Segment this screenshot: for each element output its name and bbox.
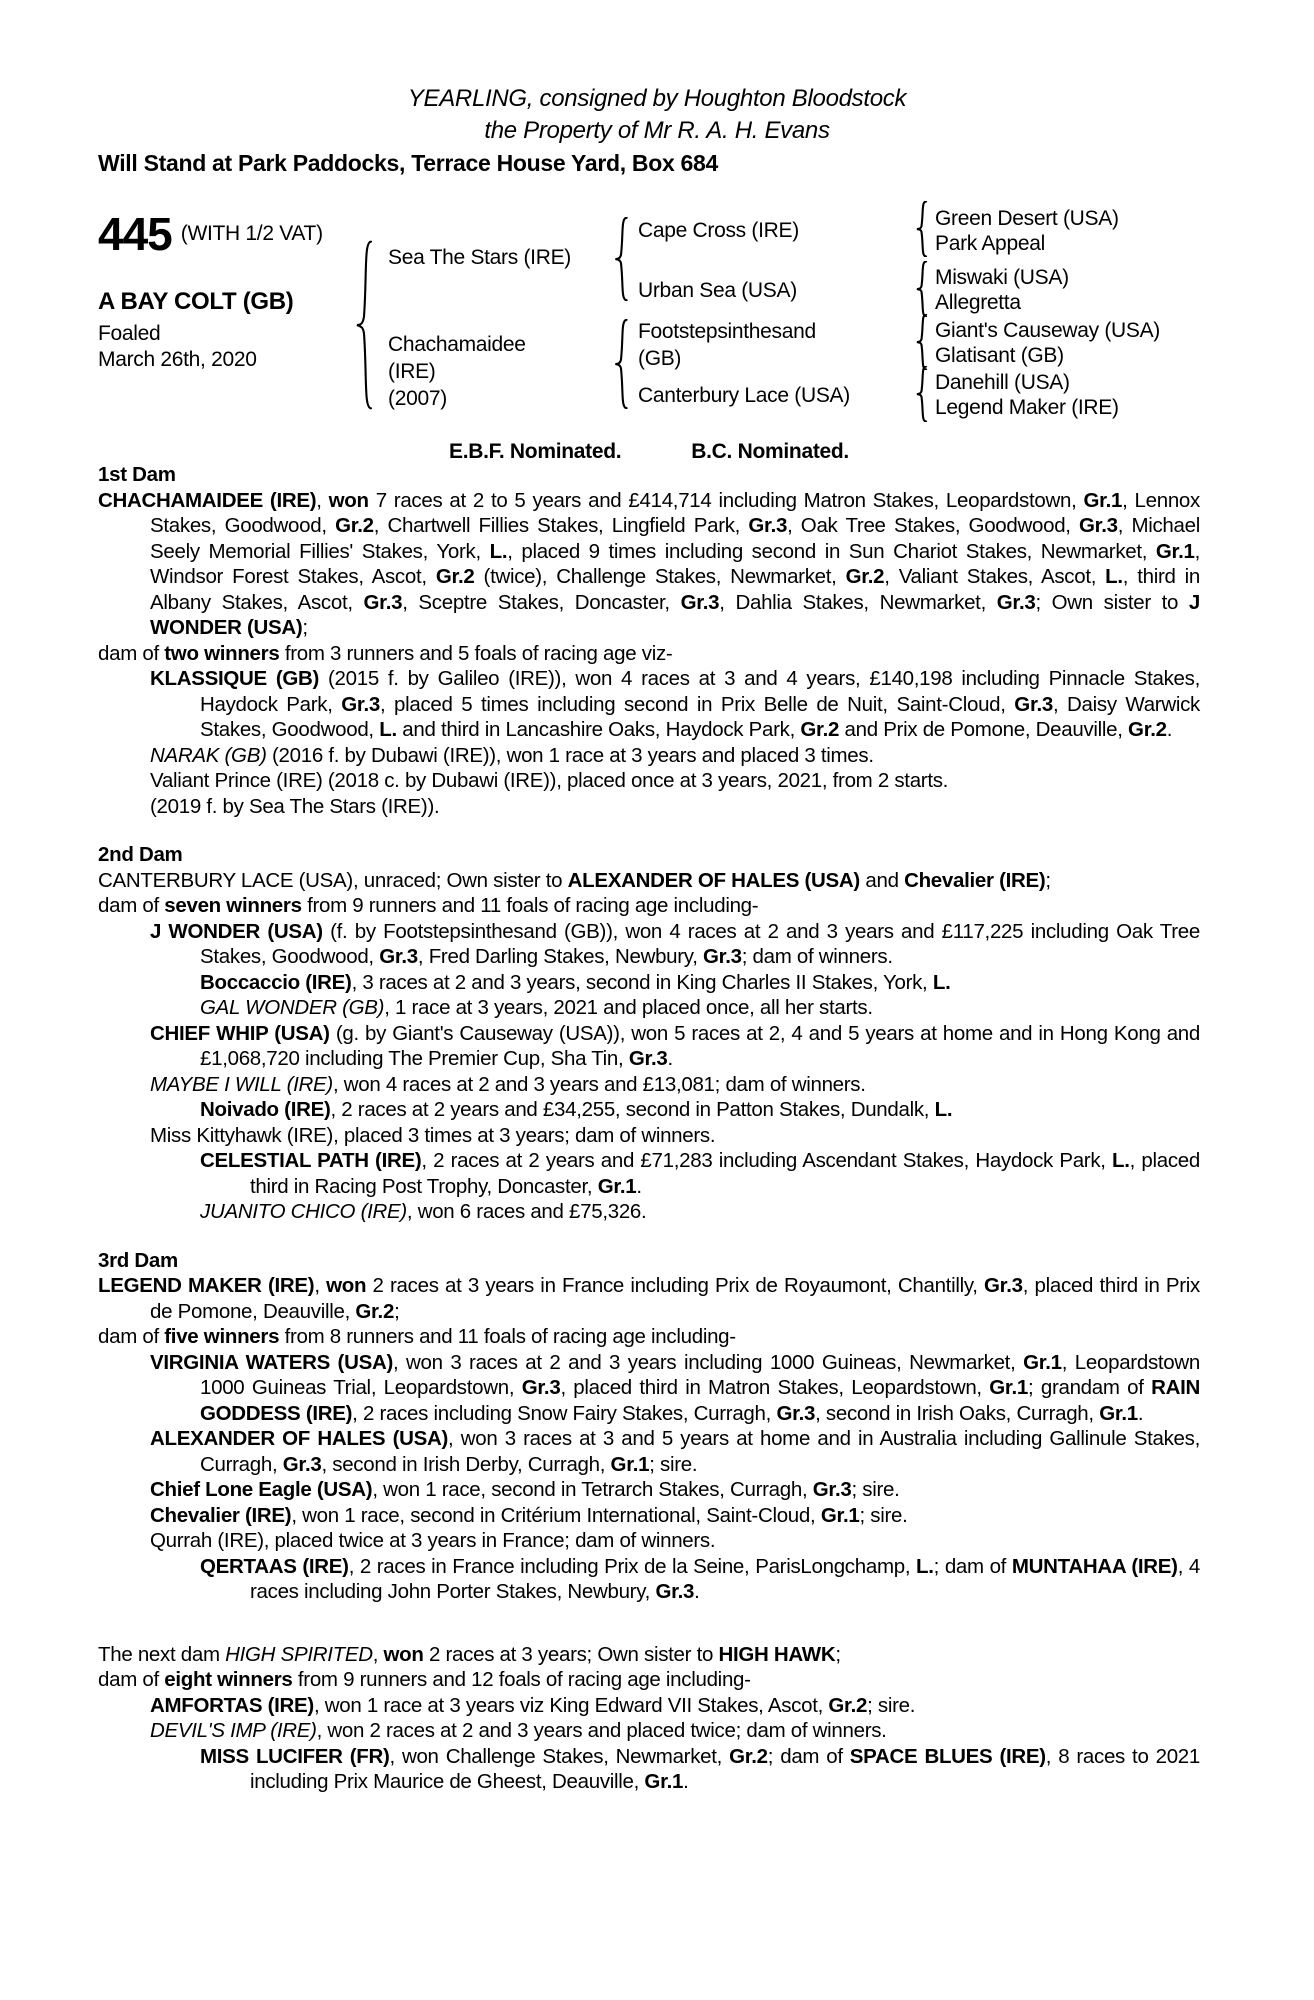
great-grandparent-7: Danehill (USA) — [935, 371, 1070, 394]
pedigree-paragraph: DEVIL'S IMP (IRE), won 2 races at 2 and 3 years and placed twice; dam of winners. — [150, 1719, 887, 1742]
foaled-label: Foaled — [98, 322, 161, 345]
granddam-maternal: Canterbury Lace (USA) — [638, 384, 850, 407]
dam-name-line2: (IRE) — [388, 360, 436, 383]
pedigree-table — [0, 195, 1314, 445]
grandsire-paternal: Cape Cross (IRE) — [638, 219, 799, 242]
dam-name-line1: Chachamaidee — [388, 333, 526, 356]
pedigree-paragraph: LEGEND MAKER (IRE), won 2 races at 3 years in France including Prix de Royaumont, Chantilly, Gr.3, placed third in Prix de Pomone, Deauville, Gr.2; — [98, 1274, 1201, 1323]
colt-description: A BAY COLT (GB) — [98, 288, 294, 315]
foaled-date: March 26th, 2020 — [98, 348, 257, 371]
pedigree-paragraph: CHACHAMAIDEE (IRE), won 7 races at 2 to 5 years and £414,714 including Matron Stakes, Leopardstown, Gr.1, Lennox Stakes, Goodwood, Gr.2, Chartwell Fillies Stakes, Lingfield Park, Gr.3, Oak Tree Stakes, Goodwood, Gr.3, Michael Seely Memorial Fillies' Stakes, York, L., placed 9 times including second in Sun Chariot Stakes, Newmarket, Gr.1, Windsor Forest Stakes, Ascot, Gr.2 (twice), Challenge Stakes, Newmarket, Gr.2, Valiant Stakes, Ascot, L., third in Albany Stakes, Ascot, Gr.3, Sceptre Stakes, Doncaster, Gr.3, Dahlia Stakes, Newmarket, Gr.3; Own sister to J WONDER (USA); — [98, 488, 1201, 639]
dam-section-heading: 2nd Dam — [98, 843, 183, 866]
pedigree-paragraph: VIRGINIA WATERS (USA), won 3 races at 2 and 3 years including 1000 Guineas, Newmarket, Gr.1, Leopardstown 1000 Guineas Trial, Leopardstown, Gr.3, placed third in Matron Stakes, Leopardstown, Gr.1; grandam of RAIN GODDESS (IRE), 2 races including Snow Fairy Stakes, Curragh, Gr.3, second in Irish Oaks, Curragh, Gr.1. — [150, 1350, 1201, 1425]
stand-location-line: Will Stand at Park Paddocks, Terrace House Yard, Box 684 — [98, 150, 719, 176]
catalog-sections — [98, 462, 1200, 1795]
pedigree-paragraph: dam of five winners from 8 runners and 11 foals of racing age including- — [98, 1325, 736, 1348]
pedigree-paragraph: CHIEF WHIP (USA) (g. by Giant's Causeway (USA)), won 5 races at 2, 4 and 5 years at home and in Hong Kong and £1,068,720 including The Premier Cup, Sha Tin, Gr.3. — [150, 1021, 1200, 1070]
great-grandparent-3: Miswaki (USA) — [935, 266, 1069, 289]
pedigree-paragraph: J WONDER (USA) (f. by Footstepsinthesand (GB)), won 4 races at 2 and 3 years and £117,225 including Oak Tree Stakes, Goodwood, Gr.3, Fred Darling Stakes, Newbury, Gr.3; dam of winners. — [150, 919, 1200, 968]
bc-nomination: B.C. Nominated. — [691, 440, 849, 463]
lot-vat-note: (WITH 1/2 VAT) — [180, 222, 323, 245]
grandsire-maternal-line2: (GB) — [638, 347, 682, 370]
pedigree-brace-dam — [613, 319, 629, 409]
pedigree-paragraph: dam of seven winners from 9 runners and 11 foals of racing age including- — [98, 894, 759, 917]
pedigree-brace-ggp-2 — [915, 261, 928, 317]
pedigree-paragraph: CELESTIAL PATH (IRE), 2 races at 2 years and £71,283 including Ascendant Stakes, Haydock Park, L., placed third in Racing Post Trophy, Doncaster, Gr.1. — [200, 1149, 1200, 1198]
pedigree-paragraph: Noivado (IRE), 2 races at 2 years and £34,255, second in Patton Stakes, Dundalk, L. — [200, 1098, 953, 1121]
pedigree-brace-ggp-1 — [915, 201, 928, 257]
grandsire-maternal — [638, 318, 816, 372]
dam-section — [98, 462, 1200, 819]
great-grandparent-4: Allegretta — [935, 291, 1021, 314]
pedigree-brace-ggp-4 — [915, 366, 928, 422]
sire-name: Sea The Stars (IRE) — [388, 246, 571, 269]
dam-section — [98, 1642, 1200, 1795]
pedigree-paragraph: NARAK (GB) (2016 f. by Dubawi (IRE)), won 1 race at 3 years and placed 3 times. — [150, 743, 874, 767]
pedigree-paragraph: AMFORTAS (IRE), won 1 race at 3 years viz King Edward VII Stakes, Ascot, Gr.2; sire. — [150, 1693, 916, 1717]
lot-number: 445 — [98, 208, 172, 260]
pedigree-paragraph: ALEXANDER OF HALES (USA), won 3 races at 3 and 5 years at home and in Australia including Gallinule Stakes, Curragh, Gr.3, second in Irish Derby, Curragh, Gr.1; sire. — [150, 1427, 1200, 1476]
great-grandparent-6: Glatisant (GB) — [935, 344, 1064, 367]
pedigree-brace-main — [354, 240, 374, 410]
grandsire-maternal-line1: Footstepsinthesand — [638, 320, 816, 343]
pedigree-paragraph: (2019 f. by Sea The Stars (IRE)). — [150, 794, 440, 818]
pedigree-paragraph: GAL WONDER (GB), 1 race at 3 years, 2021 and placed once, all her starts. — [200, 996, 873, 1019]
dam-section — [98, 1248, 1200, 1605]
pedigree-paragraph: JUANITO CHICO (IRE), won 6 races and £75,326. — [200, 1200, 647, 1223]
nominations-line — [98, 440, 1200, 464]
great-grandparent-8: Legend Maker (IRE) — [935, 396, 1119, 419]
pedigree-paragraph: KLASSIQUE (GB) (2015 f. by Galileo (IRE)), won 4 races at 3 and 4 years, £140,198 including Pinnacle Stakes, Haydock Park, Gr.3, placed 5 times including second in Prix Belle de Nuit, Saint-Cloud, Gr.3, Daisy Warwick Stakes, Goodwood, L. and third in Lancashire Oaks, Haydock Park, Gr.2 and Prix de Pomone, Deauville, Gr.2. — [150, 667, 1201, 741]
pedigree-paragraph: Chief Lone Eagle (USA), won 1 race, second in Tetrarch Stakes, Curragh, Gr.3; sire. — [150, 1478, 900, 1501]
pedigree-brace-ggp-3 — [915, 314, 928, 370]
great-grandparent-2: Park Appeal — [935, 232, 1045, 255]
pedigree-brace-sire — [613, 217, 629, 301]
owner-line: the Property of Mr R. A. H. Evans — [484, 117, 830, 144]
pedigree-paragraph: Qurrah (IRE), placed twice at 3 years in France; dam of winners. — [150, 1529, 716, 1552]
dam-name-line3: (2007) — [388, 387, 447, 410]
pedigree-paragraph: The next dam HIGH SPIRITED, won 2 races at 3 years; Own sister to HIGH HAWK; — [98, 1642, 841, 1666]
pedigree-paragraph: Miss Kittyhawk (IRE), placed 3 times at 3 years; dam of winners. — [150, 1123, 716, 1147]
pedigree-paragraph: Valiant Prince (IRE) (2018 c. by Dubawi (IRE)), placed once at 3 years, 2021, from 2 starts. — [150, 769, 949, 792]
great-grandparent-1: Green Desert (USA) — [935, 207, 1119, 230]
dam-name — [388, 331, 526, 412]
consignor-line: YEARLING, consigned by Houghton Bloodstock — [407, 85, 907, 112]
granddam-paternal: Urban Sea (USA) — [638, 279, 797, 302]
pedigree-paragraph: CANTERBURY LACE (USA), unraced; Own sister to ALEXANDER OF HALES (USA) and Chevalier (IRE); — [98, 868, 1051, 892]
pedigree-paragraph: Boccaccio (IRE), 3 races at 2 and 3 years, second in King Charles II Stakes, York, L. — [200, 970, 951, 994]
pedigree-paragraph: dam of eight winners from 9 runners and 12 foals of racing age including- — [98, 1668, 751, 1691]
ebf-nomination: E.B.F. Nominated. — [449, 440, 622, 463]
pedigree-paragraph: QERTAAS (IRE), 2 races in France including Prix de la Seine, ParisLongchamp, L.; dam of MUNTAHAA (IRE), 4 races including John Porter Stakes, Newbury, Gr.3. — [200, 1554, 1200, 1603]
dam-section-heading: 3rd Dam — [98, 1248, 178, 1272]
dam-section-heading: 1st Dam — [98, 463, 176, 486]
pedigree-paragraph: dam of two winners from 3 runners and 5 foals of racing age viz- — [98, 641, 673, 665]
great-grandparent-5: Giant's Causeway (USA) — [935, 319, 1160, 342]
pedigree-paragraph: MISS LUCIFER (FR), won Challenge Stakes, Newmarket, Gr.2; dam of SPACE BLUES (IRE), 8 races to 2021 including Prix Maurice de Gheest, Deauville, Gr.1. — [200, 1744, 1200, 1793]
pedigree-paragraph: Chevalier (IRE), won 1 race, second in Critérium International, Saint-Cloud, Gr.1; sire. — [150, 1503, 908, 1527]
dam-section — [98, 842, 1200, 1225]
pedigree-paragraph: MAYBE I WILL (IRE), won 4 races at 2 and 3 years and £13,081; dam of winners. — [150, 1072, 866, 1096]
lot-line — [98, 208, 323, 260]
